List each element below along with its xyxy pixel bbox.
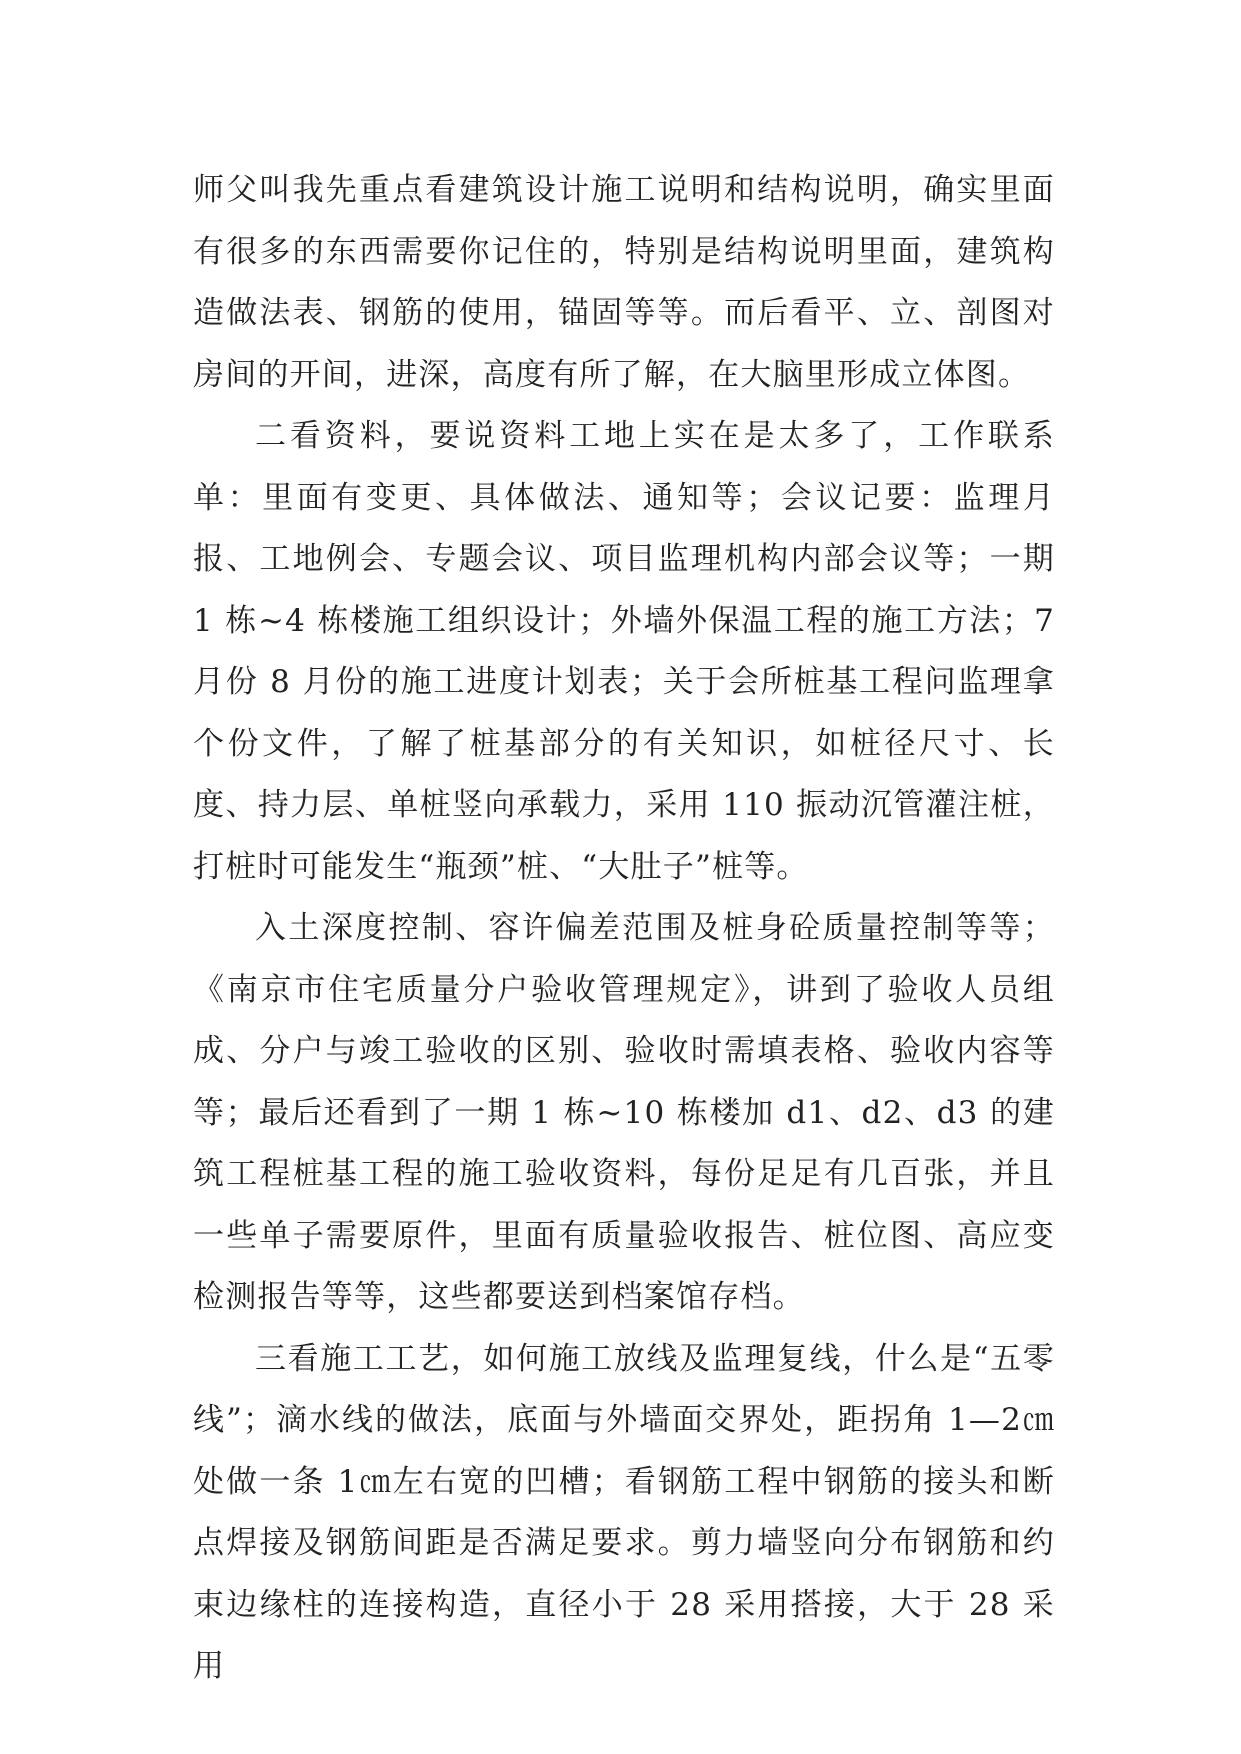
paragraph-2: 二看资料，要说资料工地上实在是太多了，工作联系单：里面有变更、具体做法、通知等；会议记要：监理月报、工地例会、专题会议、项目监理机构内部会议等；一期 1 栋~4 栋楼施工组织设计；外墙外保温工程的施工方法；7 月份 8 月份的施工进度计划表；关于会所桩基工程问监理拿个份文件，了解了桩基部分的有关知识，如桩径尺寸、长度、持力层、单桩竖向承载力，采用 110 振动沉管灌注桩，打桩时可能发生“瓶颈”桩、“大肚子”桩等。 xyxy=(193,418,1055,885)
body-text xyxy=(193,160,1055,1698)
paragraph-1: 师父叫我先重点看建筑设计施工说明和结构说明，确实里面有很多的东西需要你记住的，特别是结构说明里面，建筑构造做法表、钢筋的使用，锚固等等。而后看平、立、剖图对房间的开间，进深，高度有所了解，在大脑里形成立体图。 xyxy=(193,172,1055,393)
paragraph-3: 入土深度控制、容许偏差范围及桩身砼质量控制等等；《南京市住宅质量分户验收管理规定》，讲到了验收人员组成、分户与竣工验收的区别、验收时需填表格、验收内容等等；最后还看到了一期 1 栋~10 栋楼加 d1、d2、d3 的建筑工程桩基工程的施工验收资料，每份足足有几百张，并且一些单子需要原件，里面有质量验收报告、桩位图、高应变检测报告等等，这些都要送到档案馆存档。 xyxy=(193,910,1055,1315)
paragraph-4: 三看施工工艺，如何施工放线及监理复线，什么是“五零线”；滴水线的做法，底面与外墙面交界处，距拐角 1—2㎝处做一条 1㎝左右宽的凹槽；看钢筋工程中钢筋的接头和断点焊接及钢筋间距是否满足要求。剪力墙竖向分布钢筋和约束边缘柱的连接构造，直径小于 28 采用搭接，大于 28 采用 xyxy=(193,1340,1055,1684)
